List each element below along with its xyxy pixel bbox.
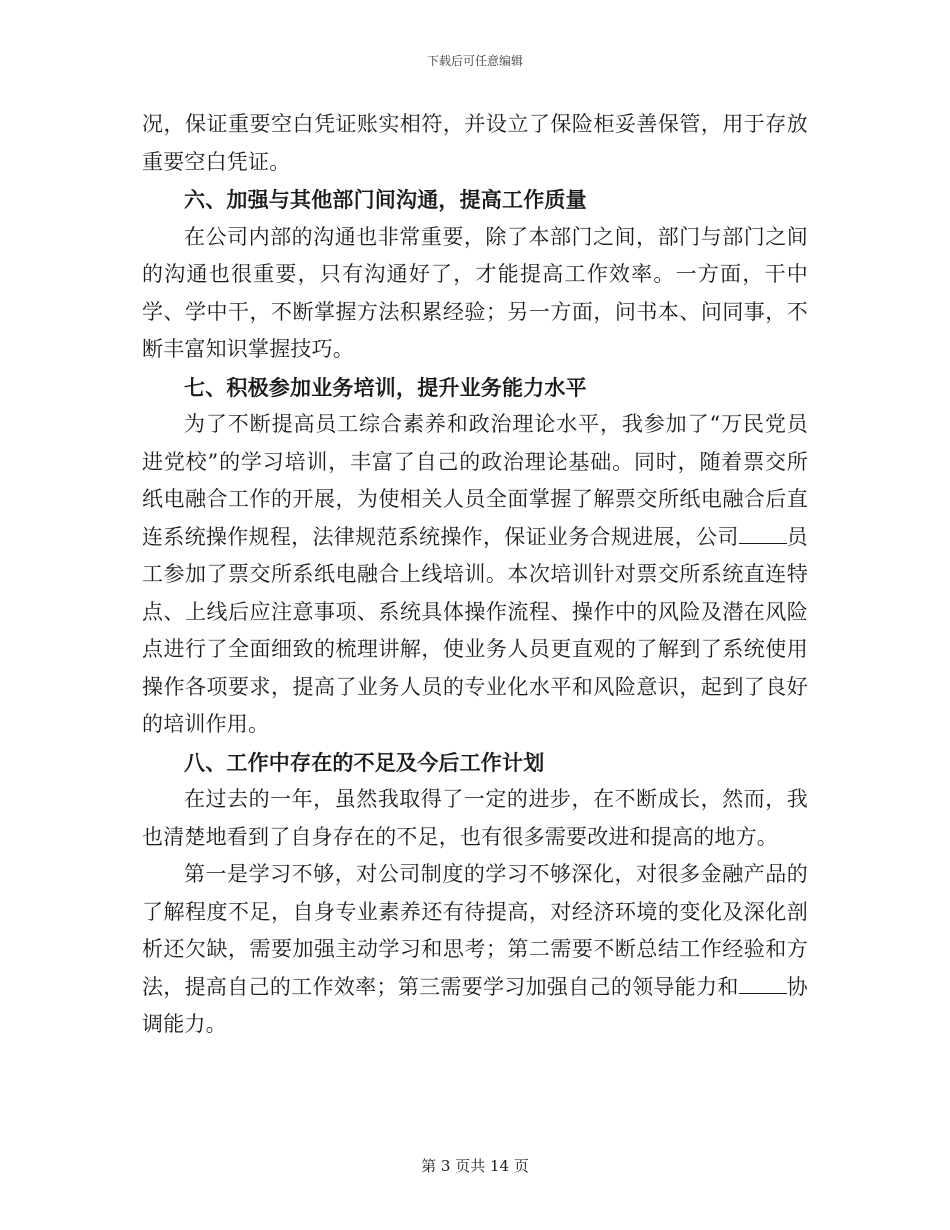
paragraph-training-part2: 员工参加了票交所系纸电融合上线培训。本次培训针对票交所系统直连特点、上线后应注意事项、系统具体操作流程、操作中的风险及潜在风险点进行了全面细致的梳理讲解，使业务人员更直观的了解到了系统使用操作各项要求，提高了业务人员的专业化水平和风险意识，起到了良好的培训作用。 xyxy=(142,524,808,736)
paragraph-plan xyxy=(142,856,808,1044)
section-heading-8: 八、工作中存在的不足及今后工作计划 xyxy=(184,749,545,775)
page-number: 第 3 页共 14 页 xyxy=(421,1157,529,1175)
section-heading-7: 七、积极参加业务培训，提升业务能力水平 xyxy=(184,374,587,400)
paragraph-training xyxy=(142,406,808,744)
paragraph-shortcomings: 在过去的一年，虽然我取得了一定的进步，在不断成长，然而，我也清楚地看到了自身存在的不足，也有很多需要改进和提高的地方。 xyxy=(142,787,808,849)
paragraph-plan-part1: 第一是学习不够，对公司制度的学习不够深化，对很多金融产品的了解程度不足，自身专业素养还有待提高，对经济环境的变化及深化剖析还欠缺，需要加强主动学习和思考；第二需要不断总结工作经验和方法，提高自己的工作效率；第三需要学习加强自己的领导能力和 xyxy=(142,862,808,999)
blank-underline xyxy=(739,542,787,544)
document-body xyxy=(142,106,808,1044)
paragraph-communication: 在公司内部的沟通也非常重要，除了本部门之间，部门与部门之间的沟通也很重要，只有沟通好了，才能提高工作效率。一方面，干中学、学中干，不断掌握方法积累经验；另一方面，问书本、问同事，不断丰富知识掌握技巧。 xyxy=(142,224,808,361)
section-heading-6: 六、加强与其他部门间沟通，提高工作质量 xyxy=(184,187,587,212)
blank-underline xyxy=(739,992,787,994)
paragraph-plan-part2: 协调能力。 xyxy=(142,974,808,1036)
page-header-note: 下载后可任意编辑 xyxy=(426,54,523,68)
paragraph-continued: 况，保证重要空白凭证账实相符，并设立了保险柜妥善保管，用于存放重要空白凭证。 xyxy=(142,112,808,174)
paragraph-training-part1: 为了不断提高员工综合素养和政治理论水平，我参加了“万民党员进党校”的学习培训，丰富了自己的政治理论基础。同时，随着票交所纸电融合工作的开展，为使相关人员全面掌握了解票交所纸电融合后直连系统操作规程，法律规范系统操作，保证业务合规进展，公司 xyxy=(142,412,808,549)
